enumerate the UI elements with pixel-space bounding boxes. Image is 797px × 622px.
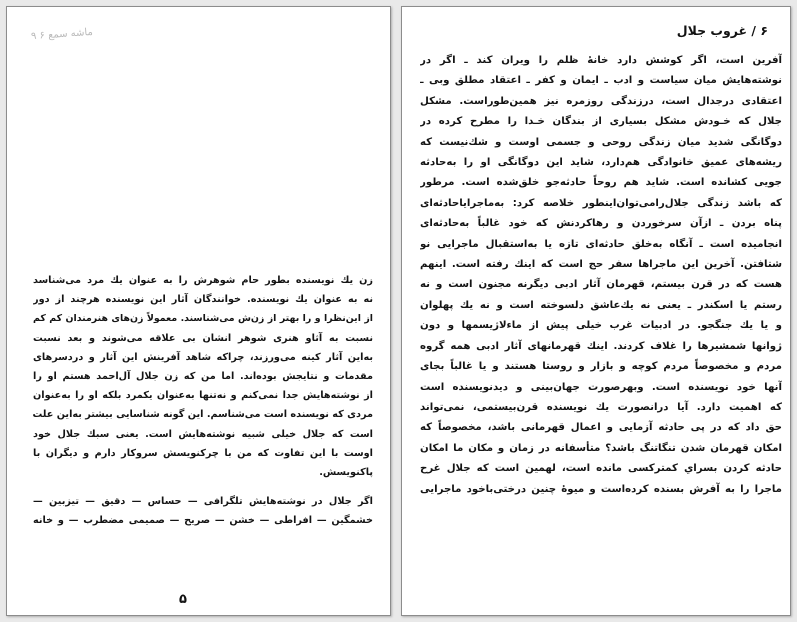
running-header: ۶ / غروب جلال xyxy=(676,23,768,38)
text-line: که اهمیت دارد. آیا درانصورت یك نویسنده قرن‌بیستمی، نمی‌تواند xyxy=(420,401,782,413)
text-line: مردم و مخصوصاً مردم کوچه و بازار و روستا هستند و یا غالباً بجای xyxy=(420,361,782,373)
text-line: حق داد که در پی حادثه آزمایی و اعمال قهرمانی باشد، مخصوصاً که xyxy=(420,422,782,434)
left-page xyxy=(6,6,391,616)
text-line: نوشته‌هایش میان سیاست و ادب ـ ایمان و کفر ـ اعتقاد مطلق وبی ـ xyxy=(420,75,782,87)
text-line: و یا یك جنگجو. در ادبیات غرب خیلی پیش از ماءلاژیسمها و دون xyxy=(420,320,782,332)
text-line: پاکنویسش. xyxy=(319,467,373,479)
text-line: انجامیده است ـ آنگاه به‌خلق حادثه‌ای تازه یا به‌استقبال ماجرایی نو xyxy=(420,238,782,250)
text-line: حادثه کردن بسراي كمتركسى مانده است، لهمين است كه جلال غرح xyxy=(420,463,782,475)
pencil-annotation: ماشه سمع ۶ ۹ xyxy=(30,26,94,43)
text-line: ژوانها شمشیرها را غلاف کردند. اینك قهرمانهای آثار ادبی همه گروه xyxy=(420,340,782,352)
text-line: شتافتن. آخرین این ماجراها سفر حج است که اینك رفته است. اینهم xyxy=(420,259,782,271)
text-line: ریشه‌های عمیق خانوادگی هم‌دارد، شاید این دوگانگی او را به‌حادثه xyxy=(420,157,782,169)
text-line: نسبت به آثاو هنری شوهر انشان بی علاقه می‌شوند و بعد نسبت xyxy=(33,332,373,344)
text-line: اوست با این تفاوت که من با چرکنویسش سروکار دارم و دیگران با xyxy=(33,447,373,459)
text-line: هست که در قرن بیستم، قهرمان آثار ادبی دیگرنه مجنون است و نه xyxy=(420,279,782,291)
text-line: آنها خود نویسنده است. وبهرصورت جهان‌بینی و دیدنویسنده است xyxy=(420,381,782,393)
text-line: زن یك نویسنده بطور حام شوهرش را به عنوان یك مرد می‌شناسد xyxy=(33,275,373,286)
text-line: مردی که نویسنده است می‌شناسم. این گونه شناسایی بیشتر به‌این علت xyxy=(33,409,373,421)
right-page-body xyxy=(420,51,782,500)
text-line: پناه بردن ـ ازآن سرخوردن و رهاکردنش که خود غالباً به‌حادثه‌ای xyxy=(420,218,782,230)
text-line: جلال که خـودش مشکل بسیاری از بندگان خـدا را مطرح کرده در xyxy=(420,116,782,128)
text-line: ماجرا را به آفرش بسنده کرده‌است و میوهٔ چنین درختی‌باخود ماجرایی xyxy=(420,483,782,495)
text-line: از نوشته‌هایش جدا نمی‌کنم و نه‌تنها به‌عنوان یکمرد بلکه او را به‌عنوان xyxy=(33,390,373,402)
text-line: رستم یا اسکندر ـ یعنی نه یك‌عاشق دلسوخته است و نه یك پهلوان xyxy=(420,299,782,311)
text-line: از این‌نظرا و را بهتر از زن‌ش می‌شناسند. معمولاً زن‌های هنرمندان کم کم xyxy=(33,313,373,325)
text-line: اگر جلال در نوشته‌هایش تلگرافی — حساس — دقیق — تیزبین — xyxy=(33,496,373,508)
text-line: امکان قهرمان شدن تنگاتنگ باشد؟ متأسفانه در زمان و مکان ما امکان xyxy=(420,442,782,454)
text-line: که باشد زندگی جلال‌رامی‌توان‌اینطور خلاصه کرد: به‌ماجرایاحادثه‌ای xyxy=(420,197,782,209)
page-number: ۵ xyxy=(179,592,187,607)
text-line: دوگانگی شدید میان زندگی روحی و جسمی اوست و شك‌نیست که xyxy=(420,136,782,148)
text-line: جویی کشانده است. شاید هم روحاً حادثه‌جو خلق‌شده است. مرطور xyxy=(420,177,782,189)
text-line: آفرین است، اگر کوشش دارد خانهٔ ظلم را ویران کند ـ اگر در xyxy=(420,55,782,66)
text-line: اعتقادی درجدال است، درزندگی روزمره نیز همین‌طوراست. مشکل xyxy=(420,95,782,107)
text-line: مقدمات و نتایجش بوده‌اند. اما من که زن جلال آل‌احمد هستم او را xyxy=(33,371,373,383)
right-page xyxy=(401,6,791,616)
text-line: است که جلال خیلی شبیه نوشته‌هایش است. یعنی سبك جلال خود xyxy=(33,428,373,440)
text-line: به‌این آثار کینه می‌ورزند، چراکه شاهد آفرینش این آثار و دردسرهای xyxy=(33,351,373,363)
left-page-body xyxy=(33,271,373,531)
text-line: خشمگین — افراطی — خشن — صریح — صمیمی مضطرب — و خانه xyxy=(33,515,373,527)
text-line: نه به عنوان یك نویسنده. خوانندگان آثار این نویسنده هرچند از دور xyxy=(33,294,373,306)
